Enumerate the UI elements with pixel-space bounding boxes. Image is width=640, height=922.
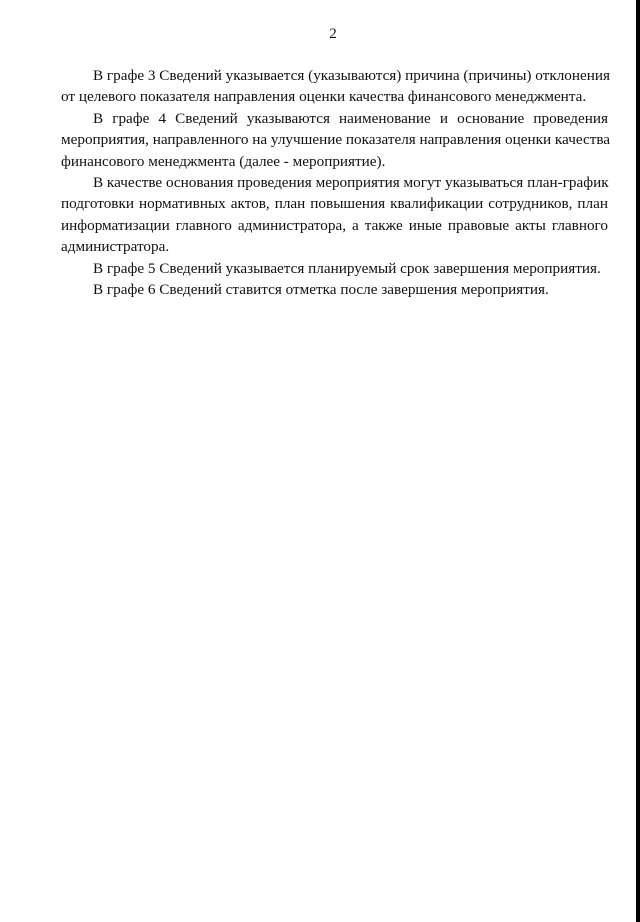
paragraph — [61, 258, 608, 279]
text-line: мероприятия, направленного на улучшение показателя направления оценки качества — [61, 131, 611, 149]
text-line: В графе 4 Сведений указываются наименование и основание проведения — [93, 109, 608, 127]
text-line: от целевого показателя направления оценки качества финансового менеджмента. — [61, 88, 587, 106]
document-body — [61, 65, 611, 300]
text-line: информатизации главного администратора, а также иные правовые акты главного — [61, 216, 608, 234]
text-line: финансового менеджмента (далее - мероприятие). — [61, 152, 386, 170]
paragraph — [61, 108, 611, 172]
text-line: В графе 5 Сведений указывается планируемый срок завершения мероприятия. — [93, 259, 601, 277]
text-line: В качестве основания проведения мероприятия могут указываться план-график — [93, 173, 609, 191]
scan-border — [636, 0, 640, 922]
text-line: В графе 3 Сведений указывается (указываются) причина (причины) отклонения — [93, 67, 610, 84]
text-line: подготовки нормативных актов, план повышения квалификации сотрудников, план — [61, 195, 608, 213]
text-line: администратора. — [61, 238, 170, 256]
page-number: 2 — [329, 26, 337, 42]
paragraph — [61, 172, 608, 258]
paragraph — [61, 279, 608, 300]
paragraph — [61, 65, 608, 108]
text-line: В графе 6 Сведений ставится отметка после завершения мероприятия. — [93, 280, 549, 298]
